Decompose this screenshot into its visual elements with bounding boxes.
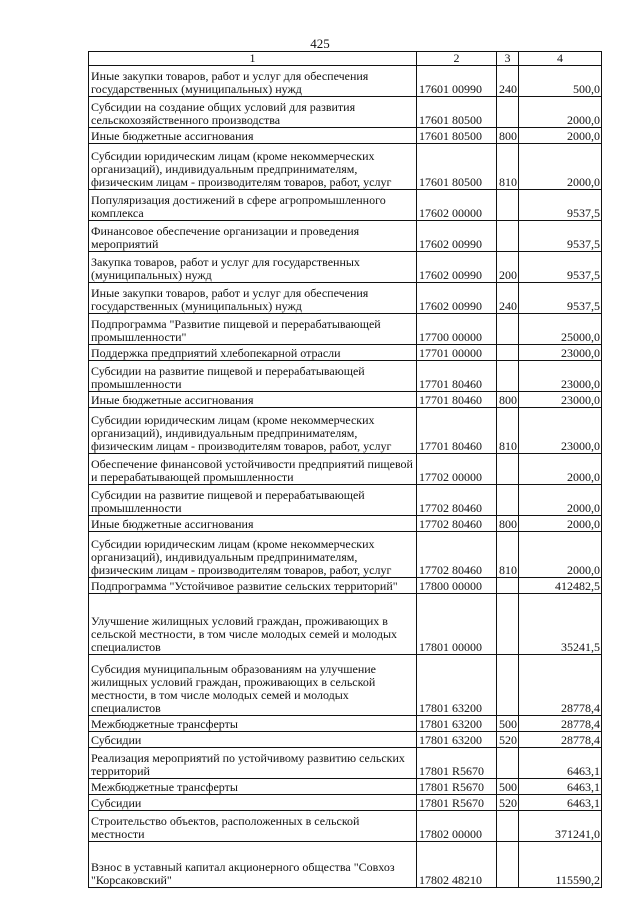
row-name: Закупка товаров, работ и услуг для государственных (муниципальных) нужд	[89, 252, 417, 283]
table-row	[89, 516, 602, 532]
row-type	[497, 811, 519, 842]
row-amount: 500,0	[519, 66, 602, 97]
table-row	[89, 190, 602, 221]
row-code: 17702 80460	[417, 485, 497, 516]
row-name: Субсидии	[89, 795, 417, 811]
row-code: 17801 00000	[417, 594, 497, 655]
row-type: 800	[497, 392, 519, 408]
row-name: Субсидии на развитие пищевой и перерабатывающей промышленности	[89, 361, 417, 392]
row-amount: 28778,4	[519, 716, 602, 732]
table-row	[89, 66, 602, 97]
row-name: Субсидии юридическим лицам (кроме некоммерческих организаций), индивидуальным предпринимателям, физическим лицам - производителям товаров, работ, услуг	[89, 408, 417, 454]
table-row	[89, 485, 602, 516]
row-amount: 23000,0	[519, 345, 602, 361]
row-code: 17801 R5670	[417, 748, 497, 779]
row-name: Подпрограмма "Устойчивое развитие сельских территорий"	[89, 578, 417, 594]
row-code: 17701 80460	[417, 361, 497, 392]
table-row	[89, 779, 602, 795]
row-type	[497, 221, 519, 252]
table-row	[89, 811, 602, 842]
row-type: 810	[497, 408, 519, 454]
row-amount: 23000,0	[519, 361, 602, 392]
row-code: 17801 R5670	[417, 795, 497, 811]
row-code: 17801 R5670	[417, 779, 497, 795]
row-type: 520	[497, 795, 519, 811]
row-name: Поддержка предприятий хлебопекарной отрасли	[89, 345, 417, 361]
table-row	[89, 252, 602, 283]
table-row	[89, 283, 602, 314]
row-code: 17701 80460	[417, 408, 497, 454]
table-row	[89, 221, 602, 252]
row-name: Иные закупки товаров, работ и услуг для обеспечения государственных (муниципальных) нужд	[89, 66, 417, 97]
column-header: 3	[497, 52, 519, 66]
table-row	[89, 408, 602, 454]
row-type: 800	[497, 128, 519, 144]
row-name: Субсидии юридическим лицам (кроме некоммерческих организаций), индивидуальным предпринимателям, физическим лицам - производителям товаров, работ, услуг	[89, 144, 417, 190]
row-amount: 412482,5	[519, 578, 602, 594]
row-amount: 9537,5	[519, 283, 602, 314]
row-code: 17601 80500	[417, 144, 497, 190]
row-type	[497, 190, 519, 221]
table-row	[89, 716, 602, 732]
row-amount: 115590,2	[519, 842, 602, 888]
row-name: Межбюджетные трансферты	[89, 716, 417, 732]
budget-table	[88, 51, 602, 888]
table-row	[89, 748, 602, 779]
page-number: 425	[310, 36, 330, 51]
row-code: 17702 80460	[417, 516, 497, 532]
table-row	[89, 361, 602, 392]
row-code: 17602 00990	[417, 221, 497, 252]
row-type	[497, 594, 519, 655]
row-amount: 28778,4	[519, 732, 602, 748]
row-type	[497, 655, 519, 716]
column-header: 2	[417, 52, 497, 66]
table-row	[89, 128, 602, 144]
column-header: 4	[519, 52, 602, 66]
row-name: Улучшение жилищных условий граждан, проживающих в сельской местности, в том числе молодых семей и молодых специалистов	[89, 594, 417, 655]
row-amount: 6463,1	[519, 748, 602, 779]
row-type	[497, 842, 519, 888]
row-amount: 23000,0	[519, 392, 602, 408]
row-amount: 371241,0	[519, 811, 602, 842]
row-type	[497, 314, 519, 345]
table-row	[89, 314, 602, 345]
row-name: Иные бюджетные ассигнования	[89, 516, 417, 532]
table-row	[89, 655, 602, 716]
row-name: Иные закупки товаров, работ и услуг для обеспечения государственных (муниципальных) нужд	[89, 283, 417, 314]
row-code: 17701 00000	[417, 345, 497, 361]
row-name: Межбюджетные трансферты	[89, 779, 417, 795]
table-row	[89, 578, 602, 594]
row-type: 810	[497, 532, 519, 578]
row-code: 17802 00000	[417, 811, 497, 842]
row-amount: 9537,5	[519, 252, 602, 283]
row-amount: 2000,0	[519, 144, 602, 190]
row-type	[497, 361, 519, 392]
row-amount: 35241,5	[519, 594, 602, 655]
row-name: Субсидии на создание общих условий для развития сельскохозяйственного производства	[89, 97, 417, 128]
row-amount: 9537,5	[519, 190, 602, 221]
row-code: 17602 00000	[417, 190, 497, 221]
row-code: 17602 00990	[417, 283, 497, 314]
row-amount: 28778,4	[519, 655, 602, 716]
row-name: Подпрограмма "Развитие пищевой и перерабатывающей промышленности"	[89, 314, 417, 345]
row-type	[497, 454, 519, 485]
row-code: 17601 00990	[417, 66, 497, 97]
row-type: 240	[497, 66, 519, 97]
row-amount: 9537,5	[519, 221, 602, 252]
row-name: Иные бюджетные ассигнования	[89, 392, 417, 408]
row-type: 800	[497, 516, 519, 532]
row-type: 500	[497, 716, 519, 732]
row-type: 500	[497, 779, 519, 795]
column-header: 1	[89, 52, 417, 66]
table-row	[89, 454, 602, 485]
row-amount: 6463,1	[519, 795, 602, 811]
row-name: Субсидии юридическим лицам (кроме некоммерческих организаций), индивидуальным предпринимателям, физическим лицам - производителям товаров, работ, услуг	[89, 532, 417, 578]
row-name: Строительство объектов, расположенных в сельской местности	[89, 811, 417, 842]
row-type	[497, 97, 519, 128]
row-code: 17801 63200	[417, 716, 497, 732]
row-amount: 2000,0	[519, 532, 602, 578]
row-name: Субсидии на развитие пищевой и перерабатывающей промышленности	[89, 485, 417, 516]
row-name: Субсидии	[89, 732, 417, 748]
table-row	[89, 732, 602, 748]
table-row	[89, 144, 602, 190]
row-code: 17601 80500	[417, 128, 497, 144]
row-type: 810	[497, 144, 519, 190]
row-type: 200	[497, 252, 519, 283]
row-name: Финансовое обеспечение организации и проведения мероприятий	[89, 221, 417, 252]
row-amount: 2000,0	[519, 97, 602, 128]
row-code: 17802 48210	[417, 842, 497, 888]
row-code: 17800 00000	[417, 578, 497, 594]
row-code: 17601 80500	[417, 97, 497, 128]
row-amount: 6463,1	[519, 779, 602, 795]
table-row	[89, 594, 602, 655]
row-code: 17701 80460	[417, 392, 497, 408]
table-row	[89, 97, 602, 128]
table-row	[89, 392, 602, 408]
row-type: 520	[497, 732, 519, 748]
row-code: 17702 80460	[417, 532, 497, 578]
row-amount: 2000,0	[519, 516, 602, 532]
row-type	[497, 578, 519, 594]
row-amount: 2000,0	[519, 454, 602, 485]
row-name: Взнос в уставный капитал акционерного общества "Совхоз "Корсаковский"	[89, 842, 417, 888]
row-code: 17700 00000	[417, 314, 497, 345]
row-code: 17702 00000	[417, 454, 497, 485]
header-row	[89, 52, 602, 66]
row-amount: 2000,0	[519, 128, 602, 144]
row-type	[497, 345, 519, 361]
table-row	[89, 532, 602, 578]
row-name: Обеспечение финансовой устойчивости предприятий пищевой и перерабатывающей промышленности	[89, 454, 417, 485]
table-row	[89, 795, 602, 811]
row-amount: 25000,0	[519, 314, 602, 345]
row-type: 240	[497, 283, 519, 314]
row-code: 17801 63200	[417, 655, 497, 716]
row-name: Реализация мероприятий по устойчивому развитию сельских территорий	[89, 748, 417, 779]
row-name: Иные бюджетные ассигнования	[89, 128, 417, 144]
row-code: 17801 63200	[417, 732, 497, 748]
row-amount: 23000,0	[519, 408, 602, 454]
table-row	[89, 842, 602, 888]
row-type	[497, 485, 519, 516]
row-name: Субсидия муниципальным образованиям на улучшение жилищных условий граждан, проживающих в сельской местности, в том числе молодых семей и молодых специалистов	[89, 655, 417, 716]
row-type	[497, 748, 519, 779]
row-amount: 2000,0	[519, 485, 602, 516]
row-name: Популяризация достижений в сфере агропромышленного комплекса	[89, 190, 417, 221]
table-row	[89, 345, 602, 361]
row-code: 17602 00990	[417, 252, 497, 283]
